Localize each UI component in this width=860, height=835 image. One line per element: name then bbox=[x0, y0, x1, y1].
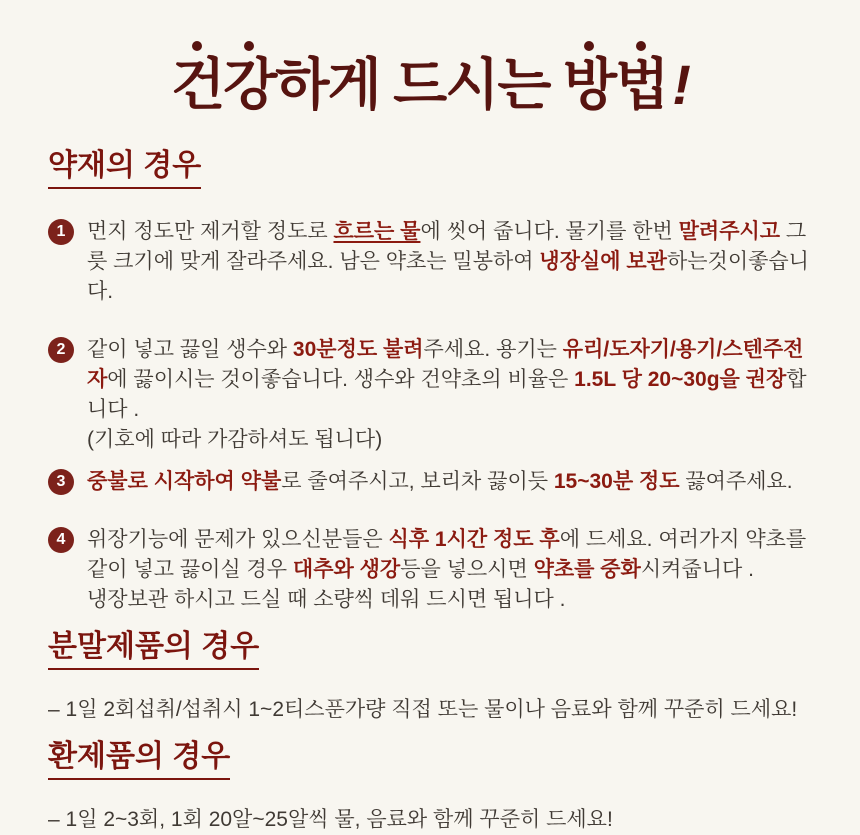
title-syllable: 게 bbox=[327, 53, 380, 116]
text-segment: (기호에 따라 가감하셔도 됩니다) bbox=[87, 427, 383, 451]
numbered-instruction bbox=[48, 335, 812, 455]
emphasis-segment: 15~30분 정도 bbox=[553, 469, 680, 493]
text-segment: 끓여주세요. bbox=[679, 469, 793, 493]
text-segment: 합니다 . bbox=[87, 367, 807, 421]
section-1 bbox=[48, 148, 812, 615]
title-syllable-dotted: 방 bbox=[563, 53, 616, 116]
emphasis-segment: 냉장실에 보관 bbox=[539, 249, 667, 273]
step-number-badge: 1 bbox=[48, 219, 74, 245]
section-heading: 분말제품의 경우 bbox=[48, 632, 259, 670]
step-number-badge: 4 bbox=[48, 527, 74, 553]
emphasis-segment: 식후 1시간 정도 후 bbox=[388, 527, 560, 551]
numbered-instruction bbox=[48, 467, 812, 497]
text-segment: – 1일 2~3회, 1회 20알~25알씩 물, 음료와 함께 꾸준히 드세요! bbox=[48, 807, 613, 831]
title-syllable: 하 bbox=[275, 53, 328, 116]
text-segment: 에 씻어 줍니다. 물기를 한번 bbox=[420, 219, 679, 243]
text-segment: 시켜줍니다 . bbox=[640, 557, 754, 581]
numbered-instruction bbox=[48, 217, 812, 307]
dash-instruction bbox=[48, 805, 812, 835]
emphasis-segment: 유리/도자기/용기/스텐주전자 bbox=[87, 337, 804, 391]
text-segment: 에 끓이시는 것이좋습니다. 생수와 건약초의 비율은 bbox=[107, 367, 575, 391]
title-syllable: 는 bbox=[497, 53, 550, 116]
text-segment: 먼지 정도만 제거할 정도로 bbox=[87, 219, 334, 243]
title-syllable-dotted: 건 bbox=[171, 53, 224, 116]
emphasis-segment: 약초를 중화 bbox=[533, 557, 641, 581]
page-title bbox=[0, 53, 860, 116]
emphasis-segment: 말려주시고 bbox=[678, 219, 781, 243]
section-3 bbox=[48, 739, 812, 835]
text-segment: 로 줄여주시고, 보리차 끓이듯 bbox=[281, 469, 554, 493]
title-syllable: 드 bbox=[393, 53, 446, 116]
title-syllable bbox=[380, 56, 394, 115]
text-segment: – 1일 2회섭취/섭취시 1~2티스푼가량 직접 또는 물이나 음료와 함께 꾸준히 드세요! bbox=[48, 697, 798, 721]
title-syllable: ! bbox=[672, 53, 689, 116]
emphasis-segment: 30분정도 불려 bbox=[292, 337, 424, 361]
text-segment: 하는것이좋습니다. bbox=[87, 249, 809, 303]
emphasis-segment: 중불로 시작하여 약불 bbox=[87, 469, 282, 493]
content-sections bbox=[0, 148, 860, 835]
instruction-text bbox=[87, 335, 812, 455]
instruction-text bbox=[87, 467, 793, 497]
emphasis-segment: 대추와 생강 bbox=[292, 557, 401, 581]
text-segment: 주세요. 용기는 bbox=[423, 337, 563, 361]
text-segment: 에 드세요. 여러가지 약초를 같이 넣고 끓이실 경우 bbox=[87, 527, 807, 581]
step-number-badge: 2 bbox=[48, 337, 74, 363]
text-segment: 위장기능에 문제가 있으신분들은 bbox=[87, 527, 389, 551]
text-segment: 그릇 크기에 맞게 잘라주세요. 남은 약초는 밀봉하여 bbox=[87, 219, 807, 273]
emphasis-segment: 흐르는 물 bbox=[333, 219, 421, 243]
title-area bbox=[0, 0, 860, 115]
dash-instruction bbox=[48, 695, 812, 725]
title-syllable bbox=[549, 56, 563, 115]
title-syllable-dotted: 법 bbox=[615, 53, 668, 116]
title-syllable-dotted: 강 bbox=[223, 53, 276, 116]
step-number-badge: 3 bbox=[48, 469, 74, 495]
title-syllable: 시 bbox=[445, 53, 498, 116]
section-2 bbox=[48, 629, 812, 725]
text-segment: 같이 넣고 끓일 생수와 bbox=[87, 337, 293, 361]
instruction-text bbox=[87, 217, 812, 307]
section-heading: 환제품의 경우 bbox=[48, 742, 230, 780]
text-segment: 냉장보관 하시고 드실 때 소량씩 데워 드시면 됩니다 . bbox=[87, 587, 566, 611]
text-segment: 등을 넣으시면 bbox=[400, 557, 534, 581]
instruction-text bbox=[87, 525, 812, 615]
section-heading: 약재의 경우 bbox=[48, 151, 201, 189]
emphasis-segment: 1.5L 당 20~30g을 권장 bbox=[574, 367, 787, 391]
numbered-instruction bbox=[48, 525, 812, 615]
